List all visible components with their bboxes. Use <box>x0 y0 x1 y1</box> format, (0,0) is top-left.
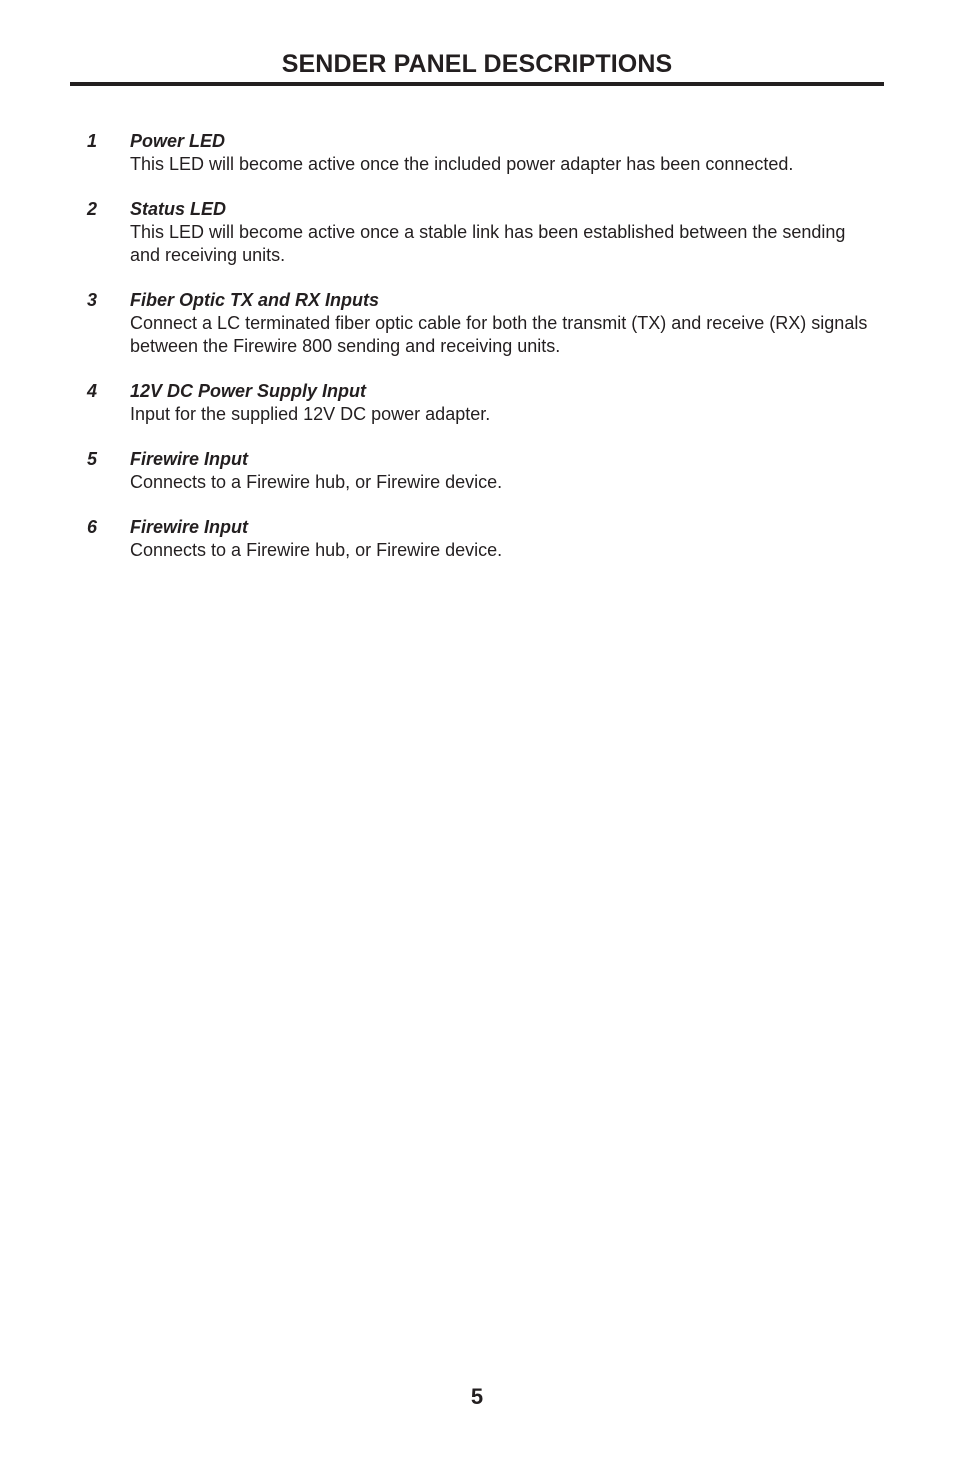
item-description: Input for the supplied 12V DC power adapter. <box>130 404 491 424</box>
item-number: 2 <box>87 199 98 219</box>
item-number: 3 <box>87 290 98 310</box>
title-divider <box>70 82 884 86</box>
list-item <box>87 288 887 358</box>
item-description: This LED will become active once a stable link has been established between the sending and receiving units. <box>130 222 846 265</box>
item-heading: Status LED <box>130 199 227 219</box>
item-number: 4 <box>87 381 98 401</box>
list-item <box>87 129 887 176</box>
item-heading: 12V DC Power Supply Input <box>130 381 367 401</box>
item-description: This LED will become active once the included power adapter has been connected. <box>130 154 794 174</box>
list-item <box>87 515 887 562</box>
item-description: Connects to a Firewire hub, or Firewire device. <box>130 540 503 560</box>
item-heading: Fiber Optic TX and RX Inputs <box>130 290 380 310</box>
item-description: Connect a LC terminated fiber optic cable for both the transmit (TX) and receive (RX) signals between the Firewire 800 sending and receiving units. <box>130 313 868 356</box>
item-description: Connects to a Firewire hub, or Firewire device. <box>130 472 503 492</box>
item-heading: Firewire Input <box>130 449 249 469</box>
page-title: SENDER PANEL DESCRIPTIONS <box>281 50 673 78</box>
item-heading: Power LED <box>130 131 226 151</box>
item-number: 5 <box>87 449 98 469</box>
description-list <box>87 129 887 583</box>
item-number: 6 <box>87 517 98 537</box>
list-item <box>87 447 887 494</box>
item-number: 1 <box>87 131 98 151</box>
list-item <box>87 379 887 426</box>
item-heading: Firewire Input <box>130 517 249 537</box>
page-number: 5 <box>470 1384 484 1409</box>
list-item <box>87 197 887 267</box>
